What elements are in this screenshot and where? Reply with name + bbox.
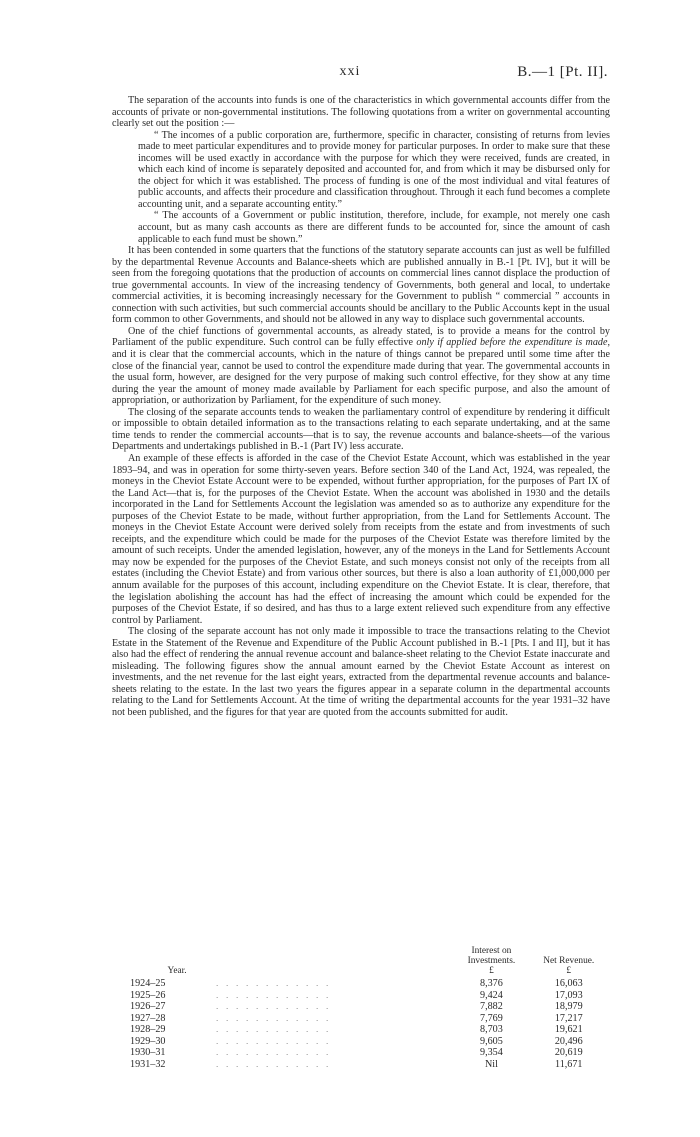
interest-cell: 7,769 (480, 1012, 503, 1024)
interest-cell: 9,354 (480, 1047, 503, 1058)
paragraph-separate-accounts: It has been contended in some quarters that the functions of the statutory separate accounts can just as well be fulfilled by the departmental Revenue Accounts and Balance-sheets which are published annually in B.-1 [Pt. IV], but it will be seen from the foregoing quotations that the production of accounts on commercial lines cannot displace the production of true governmental accounts. In view of the increasing tendency of Governments, both general and local, to undertake commercial activities, it is becoming increasingly necessary for the Government to publish “ commercial ” accounts in connection with such activities, but such commercial accounts should be ancillary to the Public Accounts kept in the usual form common to other Governments, and should not be allowed in any way to displace such governmental accounts. (112, 245, 610, 326)
column-header-interest (455, 946, 527, 978)
leader-dots: . . . . . . . . . . . . (216, 1048, 332, 1057)
net-revenue-cell: 16,063 (554, 978, 583, 989)
net-revenue-cell: 18,979 (554, 1001, 583, 1012)
interest-cell: 9,424 (480, 989, 503, 1001)
section-reference: B.—1 [Pt. II]. (517, 64, 608, 80)
interest-cell: 8,703 (480, 1024, 503, 1035)
leader-dots: . . . . . . . . . . . . (216, 990, 332, 1000)
net-revenue-cell: 19,621 (554, 1024, 583, 1035)
quotation-cash-accounts: “ The accounts of a Government or public institution, therefore, include, for example, not merely one cash account, but as many cash accounts as there are different funds to be accounted for, since the amount of cash applicable to each fund must be shown.” (138, 210, 610, 245)
year-cell: 1931–32 (130, 1058, 166, 1070)
paragraph-cheviot-figures: The closing of the separate account has not only made it impossible to trace the transactions relating to the Cheviot Estate in the Statement of the Revenue and Expenditure of the Public Account published in B.-1 [Pts. I and II], but it has also had the effect of rendering the annual revenue account and balance-sheet relating to the Cheviot Estate inaccurate and misleading. The following figures show the annual amount earned by the Cheviot Estate Account as interest on investments, and the net revenue for the last eight years, extracted from the departmental revenue accounts and balance-sheets relating to the estate. In the last two years the figures appear in a separate column in the departmental accounts relating to the Land for Settlements Account. At the time of writing the departmental accounts for the year 1931–32 have not been published, and the figures for that year are quoted from the accounts submitted for audit. (112, 626, 610, 718)
interest-cell: 9,605 (480, 1035, 503, 1047)
column-header-interest-label: Interest on Investments. (467, 946, 516, 966)
paragraph-closing-effects: The closing of the separate accounts tends to weaken the parliamentary control of expenditure by rendering it difficult or impossible to obtain detailed information as to the transactions relating to each separate undertaking, and at the same time tends to render the commercial accounts—that is to say, the revenue accounts and balance-sheets—of the various Departments and undertakings published in B.-1 (Part IV) less accurate. (112, 406, 610, 453)
net-revenue-cell: 17,093 (554, 989, 583, 1001)
net-revenue-cell: 20,619 (554, 1047, 583, 1058)
column-header-interest-unit: £ (489, 966, 494, 976)
column-header-net-unit: £ (566, 966, 572, 976)
leader-dots: . . . . . . . . . . . . (216, 979, 332, 988)
cheviot-figures-table (112, 946, 610, 1070)
column-header-net-label: Net Revenue. (543, 956, 595, 966)
table-row (112, 978, 610, 990)
table-header-row (112, 946, 610, 978)
table-row (112, 1047, 610, 1059)
table-row (112, 990, 610, 1002)
paragraph-funds: The separation of the accounts into funds is one of the characteristics in which governmental accounts differ from the accounts of private or non-governmental institutions. The following quotations from a writer on governmental accounting clearly set out the position :— (112, 95, 610, 130)
table-row (112, 1013, 610, 1025)
table-row (112, 1036, 610, 1048)
table-row (112, 1001, 610, 1013)
paragraph-text: One of the chief functions of governmental accounts, as already stated, is to provide a means for the control by Parliament of the public expenditure. Such control can be fully effective (112, 325, 610, 349)
leader-dots: . . . . . . . . . . . . (216, 1059, 332, 1069)
paragraph-text: , and it is clear that the commercial accounts, which in the nature of things cannot be prepared until some time after the close of the financial year, cannot be used to control the expenditure made during that year. The governmental accounts in the usual form, however, are designed for the very purpose of making such control effective, for they show at any time during the year the amount of money made available by Parliament for each specific purpose, and also the amount of appropriation, or authorization by Parliament, for the expenditure of such money. (112, 337, 611, 407)
column-header-net-revenue (528, 946, 611, 978)
leader-dots: . . . . . . . . . . . . (216, 1013, 332, 1023)
table-row (112, 1024, 610, 1036)
italic-emphasis: only if applied before the expenditure is made (416, 337, 608, 349)
paragraph-cheviot-example: An example of these effects is afforded in the case of the Cheviot Estate Account, which was established in the year 1893–94, and was in operation for some thirty-seven years. Before section 340 of the Land Act, 1924, was repealed, the moneys in the Cheviot Estate Account were to be expended, without further appropriation, for the purposes of Part IX of the Land Act—that is, for the purposes of the Cheviot Estate. When the account was abolished in 1930 and the details incorporated in the Land for Settlements Account the legislation was amended so as to authorize any expenditure for the purposes of the Cheviot Estate to be made, without further appropriation, from the Land for Settlements Account. The moneys in the Cheviot Estate Account were derived solely from receipts from the estate and from investments of such receipts, and the expenditure which could be made for the purposes of the Cheviot Estate was therefore limited by the amount of such receipts. Under the amended legislation, however, any of the moneys in the Land for Settlements Account may now be expended for the purposes of the Cheviot Estate, and such moneys consist not only of the receipts from all estates (including the Cheviot Estate) and from various other sources, but there is also a loan authority of £1,000,000 per annum available for the purposes of this account, including expenditure on the Cheviot Estate. It is clear, therefore, that the legislation abolishing the account has had the effect of increasing the amount which could be expended for the purposes of the Cheviot Estate, if so desired, and has thus to a large extent relieved such expenditure from any effective control by Parliament. (112, 452, 610, 626)
interest-cell: 7,882 (480, 1001, 503, 1012)
table-row (112, 1059, 610, 1071)
interest-cell: Nil (484, 1058, 498, 1070)
interest-cell: 8,376 (480, 978, 503, 989)
leader-dots: . . . . . . . . . . . . (216, 1002, 332, 1011)
column-header-year: Year. (167, 966, 187, 976)
year-cell: 1924–25 (130, 978, 166, 989)
year-cell: 1929–30 (130, 1035, 166, 1047)
net-revenue-cell: 11,671 (555, 1058, 583, 1070)
year-cell: 1928–29 (130, 1024, 166, 1035)
net-revenue-cell: 17,217 (554, 1012, 583, 1024)
year-cell: 1927–28 (130, 1012, 166, 1024)
page-number: xxi (339, 64, 361, 79)
leader-dots: . . . . . . . . . . . . (216, 1036, 332, 1046)
net-revenue-cell: 20,496 (554, 1035, 583, 1047)
body-text (112, 95, 610, 719)
quotation-incomes: “ The incomes of a public corporation are, furthermore, specific in character, consisting of returns from levies made to meet particular expenditures and to provide money for particular purposes. In order to make sure that these incomes will be used exactly in accordance with the purpose for which they were received, funds are created, in which each kind of income is separately deposited and accounted for, and from which it may be disbursed only for the object for which it was established. The process of funding is one of the most individual and vital features of public accounts, and affects their procedure and classification throughout. Through it each fund becomes a complete accounting unit, and a separate accounting entity.” (138, 129, 610, 210)
year-cell: 1925–26 (130, 989, 166, 1001)
year-cell: 1926–27 (130, 1001, 166, 1012)
column-header-spacer (216, 946, 455, 978)
leader-dots: . . . . . . . . . . . . (216, 1025, 332, 1034)
year-cell: 1930–31 (130, 1047, 166, 1058)
paragraph-parliamentary-control (112, 326, 610, 407)
